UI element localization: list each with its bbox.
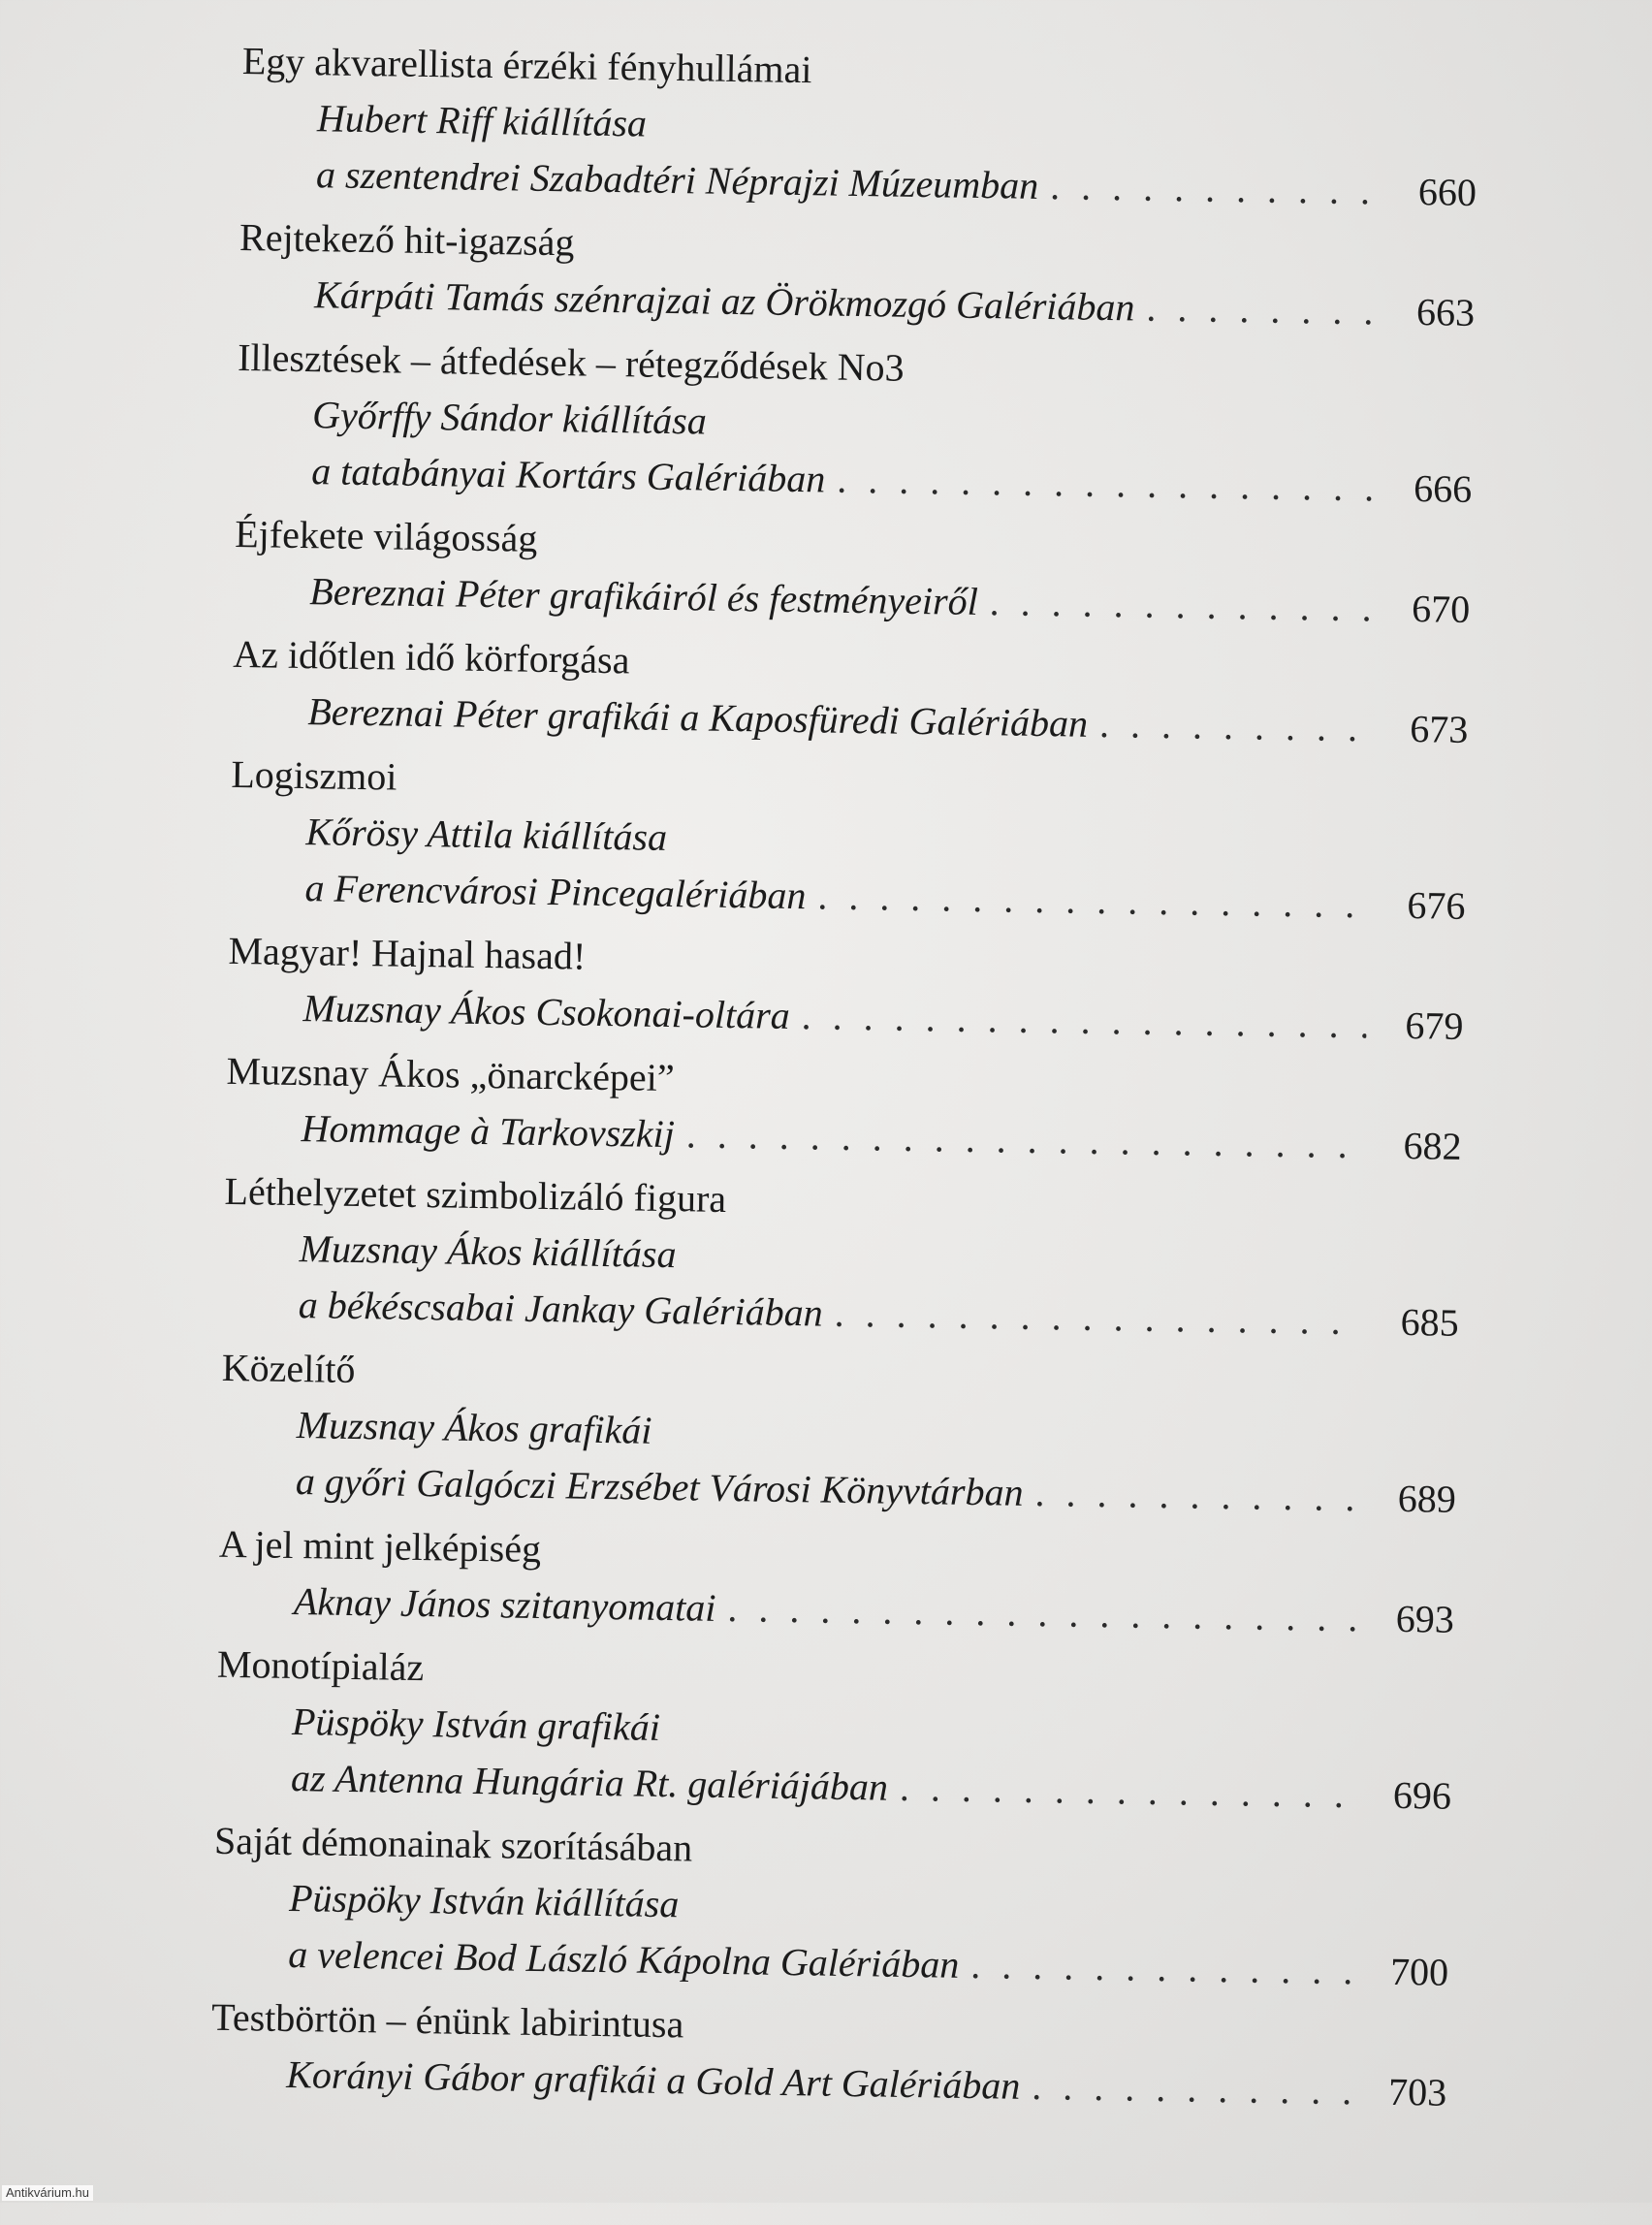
page-number: 679 — [1405, 1002, 1464, 1048]
toc-entry — [225, 1043, 1463, 1175]
toc-entry — [222, 1163, 1461, 1351]
entry-title: Logiszmoi — [231, 751, 397, 799]
toc-entry — [227, 923, 1465, 1055]
subtitle-text: Kárpáti Tamás szénrajzai az Örökmozgó Galériában — [313, 272, 1135, 330]
toc-entry — [234, 506, 1472, 638]
entry-title: A jel mint jelképiség — [218, 1521, 542, 1572]
toc-entry — [220, 1340, 1459, 1528]
page-number: 685 — [1400, 1299, 1460, 1345]
dot-leader — [837, 452, 1376, 517]
page-number: 673 — [1409, 707, 1469, 751]
subtitle-text: Kőrösy Attila kiállítása — [305, 810, 668, 859]
entry-title: Testbörtön – énünk labirintusa — [210, 1994, 684, 2047]
subtitle-text: Püspöky István kiállítása — [288, 1875, 680, 1926]
dot-leader — [989, 574, 1373, 636]
subtitle-text: Győrffy Sándor kiállítása — [311, 393, 708, 443]
dot-leader — [1034, 1465, 1359, 1526]
subtitle-text: a Ferencvárosi Pincegalériában — [304, 866, 807, 918]
entry-title: Közelítő — [221, 1345, 356, 1391]
dot-leader — [1050, 158, 1381, 219]
page-number: 703 — [1387, 2069, 1447, 2114]
entry-title: Éjfekete világosság — [234, 511, 538, 560]
entry-title: Magyar! Hajnal hasad! — [228, 928, 587, 978]
entry-title: Léthelyzetet szimbolizáló figura — [224, 1168, 727, 1221]
dot-leader — [727, 1580, 1357, 1646]
subtitle-text: a békéscsabai Jankay Galériában — [298, 1283, 824, 1335]
subtitle-text: a szentendrei Szabadtéri Néprajzi Múzeumban — [315, 152, 1039, 207]
subtitle-text: Bereznai Péter grafikái a Kaposfüredi Galériában — [307, 689, 1089, 746]
page-number: 700 — [1389, 1949, 1449, 1994]
dot-leader — [801, 988, 1367, 1053]
toc-entry — [212, 1813, 1451, 2001]
dot-leader — [1032, 2058, 1350, 2119]
subtitle-text: Aknay János szitanyomatai — [293, 1579, 716, 1630]
entry-title: Saját démonainak szorításában — [213, 1818, 693, 1870]
toc-entry — [236, 330, 1475, 518]
page-number: 682 — [1403, 1123, 1462, 1168]
dot-leader — [1146, 280, 1378, 340]
entry-title: Az időtlen idő körforgása — [232, 631, 630, 683]
toc-entry — [218, 1516, 1456, 1648]
watermark: Antikvárium.hu — [2, 2185, 93, 2201]
page-number: 693 — [1395, 1596, 1455, 1641]
subtitle-text: a győri Galgóczi Erzsébet Városi Könyvtárban — [295, 1459, 1024, 1514]
subtitle-text: Korányi Gábor grafikái a Gold Art Galériában — [285, 2051, 1021, 2108]
toc-entry — [232, 626, 1470, 758]
page-number: 696 — [1392, 1772, 1452, 1818]
subtitle-text: Hommage à Tarkovszkij — [301, 1106, 676, 1157]
entry-title: Egy akvarellista érzéki fényhullámai — [241, 39, 812, 92]
entry-title: Monotípialáz — [216, 1641, 425, 1690]
subtitle-text: Muzsnay Ákos Csokonai-oltára — [302, 986, 791, 1037]
dot-leader — [900, 1760, 1355, 1823]
subtitle-text: a tatabányai Kortárs Galériában — [310, 449, 826, 501]
toc-entry — [240, 33, 1479, 221]
page-number: 660 — [1417, 170, 1477, 215]
page-number: 666 — [1413, 466, 1473, 511]
dot-leader — [685, 1106, 1365, 1173]
subtitle-text: Püspöky István grafikái — [291, 1700, 661, 1749]
subtitle-text: a velencei Bod László Kápolna Galériában — [287, 1931, 960, 1987]
subtitle-text: az Antenna Hungária Rt. galériájában — [290, 1756, 889, 1809]
dot-leader — [970, 1937, 1352, 1999]
page-number: 663 — [1415, 290, 1476, 334]
dot-leader — [1099, 696, 1372, 756]
dot-leader — [834, 1286, 1362, 1351]
table-of-contents — [210, 33, 1478, 2121]
page-number: 689 — [1397, 1476, 1457, 1521]
subtitle-text: Hubert Riff kiállítása — [316, 96, 648, 145]
toc-entry — [229, 747, 1468, 935]
page-number: 670 — [1411, 587, 1471, 631]
entry-title: Illesztések – átfedések – rétegződések No3 — [237, 334, 905, 390]
subtitle-text: Muzsnay Ákos kiállítása — [299, 1226, 677, 1277]
entry-title: Muzsnay Ákos „önarcképei” — [226, 1048, 675, 1100]
subtitle-text: Muzsnay Ákos grafikái — [296, 1403, 652, 1452]
page-number: 676 — [1407, 882, 1466, 928]
entry-title: Rejtekező hit-igazság — [238, 214, 575, 265]
toc-entry — [238, 209, 1477, 341]
toc-entry — [215, 1637, 1454, 1825]
dot-leader — [817, 868, 1369, 933]
toc-entry — [210, 1989, 1448, 2121]
subtitle-text: Bereznai Péter grafikáiról és festményeiről — [309, 569, 979, 623]
